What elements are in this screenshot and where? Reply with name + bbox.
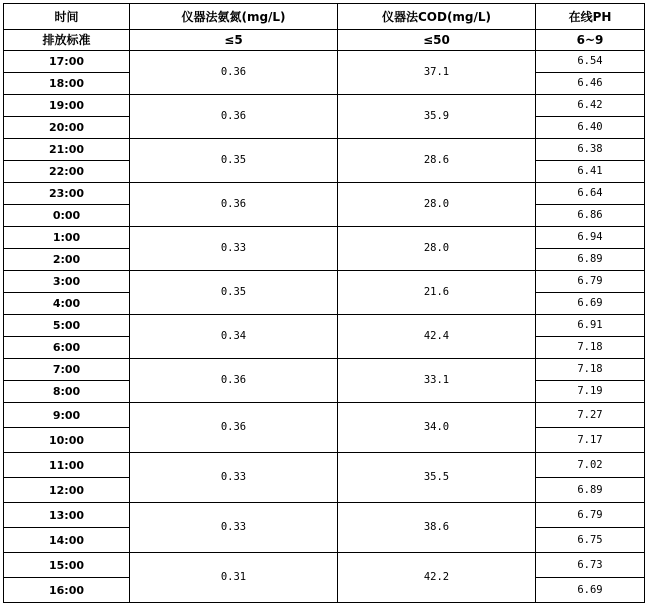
time-cell: 11:00: [4, 453, 130, 478]
ph-cell: 6.79: [536, 271, 645, 293]
cod-cell: 21.6: [338, 271, 536, 315]
standard-row: [4, 30, 645, 51]
table-row: [4, 139, 645, 161]
table-row: [4, 227, 645, 249]
ph-cell: 7.18: [536, 337, 645, 359]
ammonia-cell: 0.34: [130, 315, 338, 359]
time-cell: 20:00: [4, 117, 130, 139]
ph-cell: 6.73: [536, 553, 645, 578]
standard-cod: ≤50: [338, 30, 536, 51]
ammonia-cell: 0.33: [130, 503, 338, 553]
ph-cell: 7.27: [536, 403, 645, 428]
time-cell: 16:00: [4, 578, 130, 603]
cod-cell: 35.9: [338, 95, 536, 139]
time-cell: 7:00: [4, 359, 130, 381]
cod-cell: 33.1: [338, 359, 536, 403]
table-row: [4, 183, 645, 205]
ph-cell: 6.46: [536, 73, 645, 95]
time-cell: 3:00: [4, 271, 130, 293]
table-row: [4, 359, 645, 381]
time-cell: 23:00: [4, 183, 130, 205]
time-cell: 19:00: [4, 95, 130, 117]
cod-cell: 35.5: [338, 453, 536, 503]
ph-cell: 6.89: [536, 478, 645, 503]
ph-cell: 6.94: [536, 227, 645, 249]
time-cell: 10:00: [4, 428, 130, 453]
standard-ph: 6~9: [536, 30, 645, 51]
ammonia-cell: 0.35: [130, 271, 338, 315]
cod-cell: 28.0: [338, 227, 536, 271]
monitoring-table: [3, 3, 645, 603]
ph-cell: 6.69: [536, 293, 645, 315]
time-cell: 17:00: [4, 51, 130, 73]
cod-cell: 28.0: [338, 183, 536, 227]
table-row: [4, 51, 645, 73]
cod-cell: 42.2: [338, 553, 536, 603]
time-cell: 5:00: [4, 315, 130, 337]
time-cell: 12:00: [4, 478, 130, 503]
time-cell: 4:00: [4, 293, 130, 315]
ph-cell: 6.54: [536, 51, 645, 73]
ph-cell: 6.64: [536, 183, 645, 205]
ph-cell: 6.38: [536, 139, 645, 161]
header-time: 时间: [4, 4, 130, 30]
table-row: [4, 271, 645, 293]
time-cell: 18:00: [4, 73, 130, 95]
time-cell: 1:00: [4, 227, 130, 249]
ammonia-cell: 0.33: [130, 227, 338, 271]
ammonia-cell: 0.36: [130, 51, 338, 95]
header-row: [4, 4, 645, 30]
ph-cell: 6.75: [536, 528, 645, 553]
ammonia-cell: 0.31: [130, 553, 338, 603]
time-cell: 14:00: [4, 528, 130, 553]
time-cell: 0:00: [4, 205, 130, 227]
table-row: [4, 315, 645, 337]
header-cod: 仪器法COD(mg/L): [338, 4, 536, 30]
ph-cell: 6.86: [536, 205, 645, 227]
time-cell: 8:00: [4, 381, 130, 403]
table-body: [4, 30, 645, 603]
ammonia-cell: 0.36: [130, 183, 338, 227]
ammonia-cell: 0.36: [130, 403, 338, 453]
time-cell: 21:00: [4, 139, 130, 161]
ammonia-cell: 0.33: [130, 453, 338, 503]
ph-cell: 6.89: [536, 249, 645, 271]
ammonia-cell: 0.35: [130, 139, 338, 183]
ph-cell: 6.42: [536, 95, 645, 117]
table-row: [4, 453, 645, 478]
ph-cell: 6.41: [536, 161, 645, 183]
table-row: [4, 403, 645, 428]
ph-cell: 7.18: [536, 359, 645, 381]
header-ammonia: 仪器法氨氮(mg/L): [130, 4, 338, 30]
ph-cell: 6.91: [536, 315, 645, 337]
time-cell: 15:00: [4, 553, 130, 578]
table-row: [4, 553, 645, 578]
time-cell: 9:00: [4, 403, 130, 428]
time-cell: 2:00: [4, 249, 130, 271]
ph-cell: 6.69: [536, 578, 645, 603]
ph-cell: 7.17: [536, 428, 645, 453]
standard-ammonia: ≤5: [130, 30, 338, 51]
table-row: [4, 95, 645, 117]
time-cell: 13:00: [4, 503, 130, 528]
ph-cell: 6.40: [536, 117, 645, 139]
standard-label: 排放标准: [4, 30, 130, 51]
ph-cell: 7.02: [536, 453, 645, 478]
cod-cell: 37.1: [338, 51, 536, 95]
cod-cell: 34.0: [338, 403, 536, 453]
ph-cell: 7.19: [536, 381, 645, 403]
table-row: [4, 503, 645, 528]
time-cell: 22:00: [4, 161, 130, 183]
ammonia-cell: 0.36: [130, 95, 338, 139]
time-cell: 6:00: [4, 337, 130, 359]
ph-cell: 6.79: [536, 503, 645, 528]
header-ph: 在线PH: [536, 4, 645, 30]
ammonia-cell: 0.36: [130, 359, 338, 403]
cod-cell: 28.6: [338, 139, 536, 183]
cod-cell: 38.6: [338, 503, 536, 553]
cod-cell: 42.4: [338, 315, 536, 359]
